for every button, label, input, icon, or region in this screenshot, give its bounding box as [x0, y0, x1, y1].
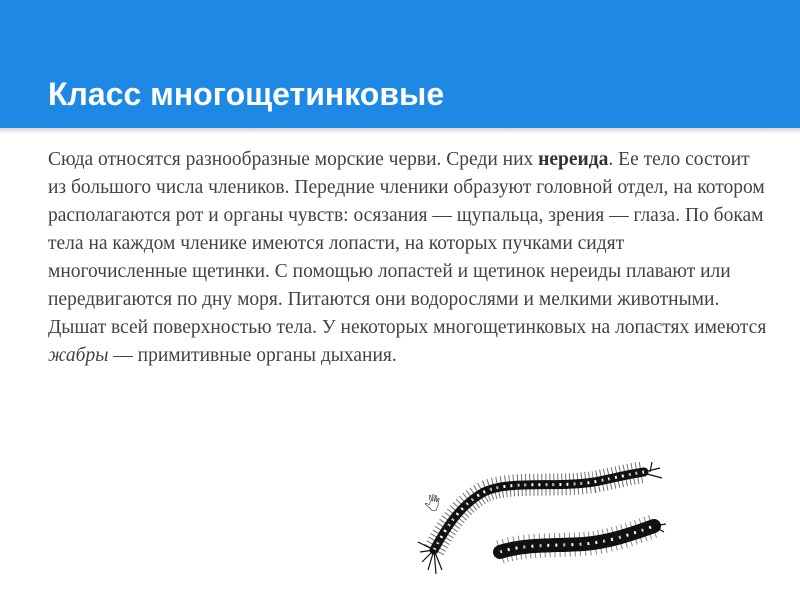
nereis-worm-illustration	[414, 462, 672, 580]
italic-term-gills: жабры	[48, 345, 109, 366]
body-text-part-1: Сюда относятся разнообразные морские черви. Среди них	[48, 149, 539, 170]
body-text-part-3: — примитивные органы дыхания.	[108, 345, 397, 366]
worm-lower-icon	[500, 524, 666, 552]
body-text-part-2: . Ее тело состоит из большого числа члеников. Передние членики образуют головной отдел, на котором располагаются рот и органы чувств: осязания — щупальца, зрения — глаза. По бокам тела на каждом членике имеются лопасти, на которых пучками сидят многочисленные щетинки. С помощью лопастей и щетинок нереиды плавают или передвигаются по дну моря. Питаются они водорослями и мелкими животными. Дышат всей поверхностью тела. У некоторых многощетинковых на лопастях имеются	[48, 149, 767, 338]
illustration-label: 🖑	[424, 495, 441, 513]
slide-body-text	[48, 146, 768, 370]
header-shadow	[0, 128, 800, 134]
bold-term-nereis: нереида	[538, 149, 609, 170]
slide-title: Класс многощетинковые	[48, 76, 445, 112]
